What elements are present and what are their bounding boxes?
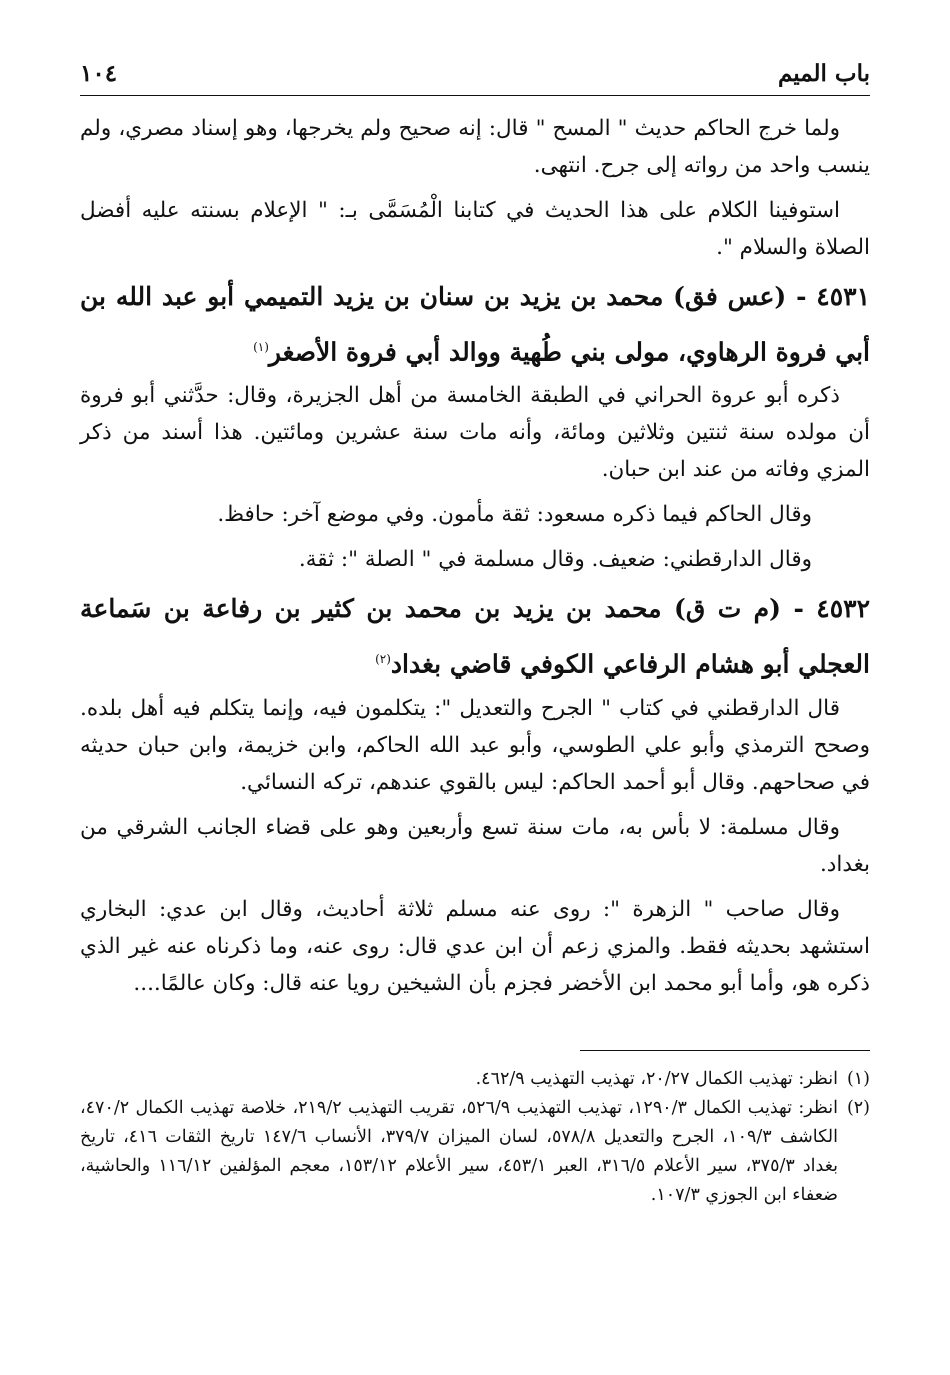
paragraph: ذكره أبو عروة الحراني في الطبقة الخامسة من أهل الجزيرة، وقال: حدَّثني أبو فروة أن مولده سنة ثنتين وثلاثين ومائة، وأنه مات سنة عشرين ومائتين. هذا أسند من ذكر المزي وفاته من عند ابن حبان. [80, 383, 870, 483]
paragraph: ولما خرج الحاكم حديث " المسح " قال: إنه صحيح ولم يخرجها، وهو إسناد مصري، ولم ينسب واحد من رواته إلى جرح. انتهى. [80, 116, 870, 178]
entry-heading [80, 272, 870, 377]
paragraph: وقال مسلمة: لا بأس به، مات سنة تسع وأربعين وهو على قضاء الجانب الشرقي من بغداد. [80, 814, 870, 877]
chapter-title: باب الميم [777, 60, 870, 87]
footnote-ref: (٢) [375, 652, 391, 667]
paragraph: وقال الحاكم فيما ذكره مسعود: ثقة مأمون. وفي موضع آخر: حافظ. [217, 502, 812, 528]
paragraph: وقال صاحب " الزهرة ": روى عنه مسلم ثلاثة أحاديث، وقال ابن عدي: البخاري استشهد بحديثه فقط. والمزي زعم أن ابن عدي قال: روى عنه، وما ذكرناه عنه غير الذي ذكره هو، وأما أبو محمد ابن الأخضر فجزم بأن الشيخين رويا عنه قال: وكان عالمًا.... [80, 896, 870, 996]
paragraph: وقال الدارقطني: ضعيف. وقال مسلمة في " الصلة ": ثقة. [298, 547, 812, 573]
footnotes [80, 1065, 870, 1210]
footnote-ref: (١) [253, 340, 269, 354]
footnote [80, 1094, 870, 1210]
page-header [80, 60, 870, 96]
footnote-number: (١) [846, 1068, 870, 1089]
entry-heading [80, 584, 870, 689]
footnote-text: انظر: تهذيب الكمال ٢٠/٢٧، تهذيب التهذيب ٤٦٢/٩. [475, 1068, 838, 1089]
entry-heading-text: ٤٥٣٢ - (م ت ق) محمد بن يزيد بن محمد بن كثير بن رفاعة بن سَماعة العجلي أبو هشام الرفاعي الكوفي قاضي بغداد [80, 594, 870, 679]
paragraph: قال الدارقطني في كتاب " الجرح والتعديل ": يتكلمون فيه، وإنما يتكلم فيه أهل بلده. وصحح الترمذي وأبو علي الطوسي، وأبو عبد الله الحاكم، وابن خزيمة، وابن حبان حديثه في صحاحهم. وقال أبو أحمد الحاكم: ليس بالقوي عندهم، تركه النسائي. [80, 695, 870, 795]
entry-heading-text: ٤٥٣١ - (عس فق) محمد بن يزيد بن سنان بن يزيد التميمي أبو عبد الله بن أبي فروة الرهاوي، مولى بني طُهية ووالد أبي فروة الأصغر [80, 282, 870, 367]
page-number: ١٠٤ [80, 60, 118, 87]
footnote-text: انظر: تهذيب الكمال ١٢٩٠/٣، تهذيب التهذيب ٥٢٦/٩، تقريب التهذيب ٢١٩/٢، خلاصة تهذيب الكمال ٤٧٠/٢، الكاشف ١٠٩/٣، الجرح والتعديل ٥٧٨/٨، لسان الميزان ٣٧٩/٧، الأنساب ١٤٧/٦ تاريخ الثقات ٤١٦، تاريخ بغداد ٣٧٥/٣، سير الأعلام ٣١٦/٥، العبر ٤٥٣/١، سير الأعلام ١٥٣/١٢، معجم المؤلفين ١١٦/١٢ والحاشية، ضعفاء ابن الجوزي ١٠٧/٣. [80, 1097, 839, 1205]
footnote-number: (٢) [846, 1097, 870, 1118]
footnote [80, 1065, 870, 1094]
footnote-divider [580, 1050, 870, 1051]
paragraph: استوفينا الكلام على هذا الحديث في كتابنا الْمُسَمَّى بـ: " الإعلام بسنته عليه أفضل الصلاة والسلام ". [80, 198, 870, 260]
main-text [80, 110, 870, 1002]
